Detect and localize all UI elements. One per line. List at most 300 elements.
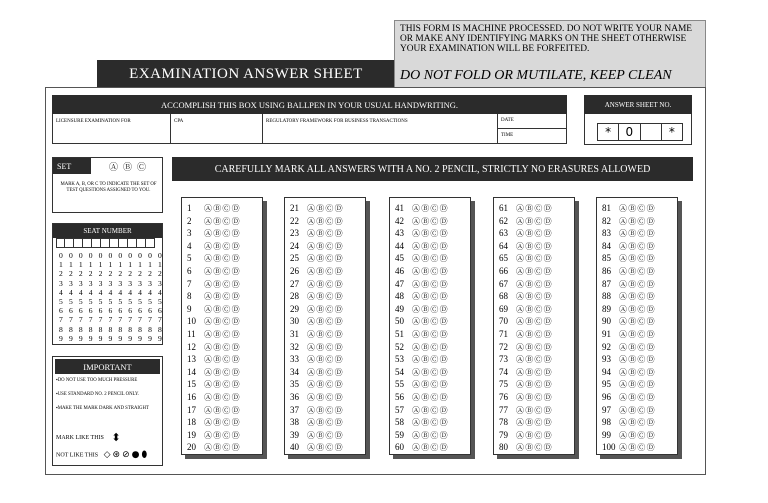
answer-bubbles[interactable]: ⒶⒷⒸⒹ — [619, 267, 656, 276]
seat-digit-bubble[interactable]: 3 — [59, 278, 63, 288]
seat-digit-bubble[interactable]: 7 — [108, 315, 113, 325]
answer-bubbles[interactable]: ⒶⒷⒸⒹ — [516, 241, 553, 251]
answer-bubbles[interactable]: ⒶⒷⒸⒹ — [204, 330, 241, 339]
seat-digit-bubble[interactable]: 1 — [157, 260, 162, 270]
question-number: 78 — [499, 417, 508, 428]
seat-digit-cell[interactable] — [146, 238, 155, 248]
answer-bubbles[interactable]: ⒶⒷⒸⒹ — [412, 430, 449, 440]
answer-bubbles[interactable]: ⒶⒷⒸⒹ — [619, 229, 656, 239]
answer-sheet-no-label: ANSWER SHEET NO. — [584, 95, 692, 114]
seat-digit-bubble[interactable]: 2 — [148, 269, 152, 279]
answer-bubbles[interactable]: ⒶⒷⒸⒹ — [204, 292, 241, 302]
seat-digit-bubble[interactable]: 2 — [118, 269, 123, 279]
seat-digit-bubble[interactable]: 1 — [59, 260, 63, 270]
answer-bubbles[interactable]: ⒶⒷⒸⒹ — [307, 241, 344, 251]
answer-row — [499, 303, 553, 316]
answer-bubbles[interactable]: ⒶⒷⒸⒹ — [516, 342, 553, 352]
question-number: 51 — [395, 329, 404, 339]
answer-bubbles[interactable]: ⒶⒷⒸⒹ — [516, 216, 553, 226]
not-like-this: NOT LIKE THIS ◇⊛⊘●⬮ — [56, 450, 150, 460]
seat-digit-bubble[interactable]: 9 — [88, 333, 93, 343]
answer-bubbles[interactable]: ⒶⒷⒸⒹ — [307, 342, 344, 352]
seat-digit-bubble[interactable]: 8 — [138, 324, 142, 334]
answer-bubbles[interactable]: ⒶⒷⒸⒹ — [412, 330, 449, 339]
question-number: 11 — [187, 329, 196, 339]
answer-row — [187, 202, 241, 215]
question-number: 69 — [499, 303, 508, 314]
seat-digit-bubble[interactable]: 9 — [108, 333, 113, 343]
answer-row — [602, 404, 656, 417]
answer-bubbles[interactable]: ⒶⒷⒸⒹ — [412, 355, 449, 365]
seat-digit-cell[interactable] — [137, 238, 146, 248]
answer-bubbles[interactable]: ⒶⒷⒸⒹ — [307, 355, 344, 365]
answer-bubbles[interactable]: ⒶⒷⒸⒹ — [516, 430, 553, 440]
answer-bubbles[interactable]: ⒶⒷⒸⒹ — [619, 443, 656, 453]
answer-bubbles[interactable]: ⒶⒷⒸⒹ — [619, 355, 656, 365]
question-number: 84 — [602, 240, 611, 251]
seat-digit-bubble[interactable]: 2 — [59, 269, 63, 279]
answer-bubbles[interactable]: ⒶⒷⒸⒹ — [516, 279, 553, 289]
question-number: 55 — [395, 379, 404, 390]
answer-row — [602, 391, 656, 404]
seat-digit-bubble[interactable]: 2 — [78, 269, 83, 279]
seat-digit-bubble[interactable]: 1 — [88, 260, 93, 270]
answer-bubbles[interactable]: ⒶⒷⒸⒹ — [516, 380, 553, 390]
seat-digit-bubble[interactable]: 1 — [108, 260, 113, 270]
seat-digit-bubble[interactable]: 9 — [148, 333, 152, 343]
answer-bubbles[interactable]: ⒶⒷⒸⒹ — [412, 317, 449, 327]
answer-row — [290, 202, 344, 215]
fold-warning: DO NOT FOLD OR MUTILATE, KEEP CLEAN — [400, 68, 672, 83]
seat-digit-bubble[interactable]: 1 — [148, 260, 152, 270]
seat-digit-bubble[interactable]: 9 — [157, 333, 162, 343]
answer-bubbles[interactable]: ⒶⒷⒸⒹ — [307, 204, 344, 213]
answer-bubbles[interactable]: ⒶⒷⒸⒹ — [307, 279, 344, 289]
seat-digit-bubble[interactable]: 8 — [157, 324, 162, 334]
answer-bubbles[interactable]: ⒶⒷⒸⒹ — [516, 267, 553, 276]
seat-digit-cell[interactable] — [56, 238, 65, 248]
answer-bubbles[interactable]: ⒶⒷⒸⒹ — [204, 405, 241, 415]
seat-digit-bubble[interactable]: 2 — [128, 269, 133, 279]
answer-row — [395, 416, 449, 429]
answer-bubbles[interactable]: ⒶⒷⒸⒹ — [204, 418, 241, 428]
answer-bubbles[interactable]: ⒶⒷⒸⒹ — [412, 216, 449, 226]
answer-row — [395, 328, 449, 341]
answer-bubbles[interactable]: ⒶⒷⒸⒹ — [619, 367, 656, 377]
seat-digit-bubble[interactable]: 8 — [68, 324, 73, 334]
seat-digit-bubble[interactable]: 3 — [108, 278, 113, 288]
answer-bubbles[interactable]: ⒶⒷⒸⒹ — [619, 405, 656, 415]
answer-bubbles[interactable]: ⒶⒷⒸⒹ — [204, 241, 241, 251]
answer-bubbles[interactable]: ⒶⒷⒸⒹ — [307, 216, 344, 226]
answer-row — [395, 202, 449, 215]
seat-digit-bubble[interactable]: 7 — [78, 315, 83, 325]
answer-bubbles[interactable]: ⒶⒷⒸⒹ — [516, 292, 553, 302]
answer-column — [596, 197, 678, 455]
question-number: 52 — [395, 341, 404, 352]
seat-digit-bubble[interactable]: 4 — [59, 287, 63, 297]
seat-digit-bubble[interactable]: 1 — [98, 260, 103, 270]
seat-digit-bubble[interactable]: 6 — [118, 306, 123, 316]
question-number: 88 — [602, 291, 611, 302]
answer-row — [290, 341, 344, 354]
seat-digit-bubble[interactable]: 0 — [108, 251, 113, 260]
answer-bubbles[interactable]: ⒶⒷⒸⒹ — [307, 418, 344, 428]
question-number: 82 — [602, 215, 611, 226]
question-number: 22 — [290, 215, 299, 226]
answer-row — [187, 303, 241, 316]
seat-digit-bubble[interactable]: 9 — [138, 333, 142, 343]
seat-digit-bubble[interactable]: 6 — [59, 306, 63, 316]
answer-row — [499, 315, 553, 328]
seat-number-grid[interactable] — [56, 251, 165, 343]
answer-bubbles[interactable]: ⒶⒷⒸⒹ — [619, 279, 656, 289]
seat-digit-bubble[interactable]: 3 — [88, 278, 93, 288]
seat-digit-bubble[interactable]: 4 — [78, 287, 83, 297]
seat-digit-row — [56, 315, 165, 324]
answer-bubbles[interactable]: ⒶⒷⒸⒹ — [619, 418, 656, 428]
question-number: 45 — [395, 253, 404, 264]
seat-digit-bubble[interactable]: 6 — [78, 306, 83, 316]
seat-digit-bubble[interactable]: 4 — [118, 287, 123, 297]
question-number: 80 — [499, 442, 508, 453]
question-number: 10 — [187, 316, 196, 327]
answer-row — [602, 315, 656, 328]
subject-field[interactable]: REGULATORY FRAMEWORK FOR BUSINESS TRANSACTIONS — [263, 114, 498, 143]
answer-bubbles[interactable]: ⒶⒷⒸⒹ — [204, 279, 241, 289]
answer-bubbles[interactable]: ⒶⒷⒸⒹ — [412, 342, 449, 352]
seat-digit-cell[interactable] — [110, 238, 119, 248]
answer-row — [499, 290, 553, 303]
answer-row — [499, 202, 553, 215]
answer-row — [187, 441, 241, 454]
answer-bubbles[interactable]: ⒶⒷⒸⒹ — [204, 229, 241, 239]
seat-digit-bubble[interactable]: 5 — [128, 297, 133, 307]
answer-bubbles[interactable]: ⒶⒷⒸⒹ — [412, 418, 449, 428]
seat-digit-bubble[interactable]: 5 — [118, 297, 123, 307]
question-number: 58 — [395, 417, 404, 428]
seat-digit-bubble[interactable]: 5 — [88, 297, 93, 307]
answer-bubbles[interactable]: ⒶⒷⒸⒹ — [204, 216, 241, 226]
answer-bubbles[interactable]: ⒶⒷⒸⒹ — [619, 292, 656, 302]
seat-digit-bubble[interactable]: 0 — [68, 251, 73, 260]
seat-digit-bubble[interactable]: 6 — [157, 306, 162, 316]
seat-digit-bubble[interactable]: 5 — [98, 297, 103, 307]
seat-digit-bubble[interactable]: 0 — [59, 251, 63, 260]
answer-row — [290, 290, 344, 303]
seat-digit-bubble[interactable]: 5 — [157, 297, 162, 307]
answer-bubbles[interactable]: ⒶⒷⒸⒹ — [412, 241, 449, 251]
answer-bubbles[interactable]: ⒶⒷⒸⒹ — [307, 317, 344, 327]
seat-digit-cell[interactable] — [101, 238, 110, 248]
seat-digit-bubble[interactable]: 7 — [98, 315, 103, 325]
seat-digit-bubble[interactable]: 4 — [128, 287, 133, 297]
answer-bubbles[interactable]: ⒶⒷⒸⒹ — [307, 330, 344, 339]
seat-digit-bubble[interactable]: 5 — [138, 297, 142, 307]
answer-bubbles[interactable]: ⒶⒷⒸⒹ — [412, 380, 449, 390]
answer-bubbles[interactable]: ⒶⒷⒸⒹ — [412, 267, 449, 276]
answer-bubbles[interactable]: ⒶⒷⒸⒹ — [307, 380, 344, 390]
answer-bubbles[interactable]: ⒶⒷⒸⒹ — [619, 330, 656, 339]
seat-digit-bubble[interactable]: 2 — [108, 269, 113, 279]
answer-bubbles[interactable]: ⒶⒷⒸⒹ — [412, 443, 449, 453]
answer-bubbles[interactable]: ⒶⒷⒸⒹ — [619, 393, 656, 402]
seat-digit-cell[interactable] — [83, 238, 92, 248]
answer-row — [187, 240, 241, 253]
seat-digit-cell[interactable] — [128, 238, 137, 248]
seat-digit-cell[interactable] — [92, 238, 101, 248]
seat-digit-row — [56, 334, 165, 343]
seat-digit-bubble[interactable]: 5 — [59, 297, 63, 307]
seat-digit-bubble[interactable]: 9 — [78, 333, 83, 343]
answer-bubbles[interactable]: ⒶⒷⒸⒹ — [619, 241, 656, 251]
answer-bubbles[interactable]: ⒶⒷⒸⒹ — [412, 367, 449, 377]
seat-digit-bubble[interactable]: 4 — [88, 287, 93, 297]
seat-digit-bubble[interactable]: 8 — [118, 324, 123, 334]
seat-digit-bubble[interactable]: 2 — [88, 269, 93, 279]
seat-digit-bubble[interactable]: 4 — [157, 287, 162, 297]
seat-digit-bubble[interactable]: 4 — [98, 287, 103, 297]
question-number: 66 — [499, 266, 508, 276]
seat-digit-bubble[interactable]: 8 — [88, 324, 93, 334]
answer-bubbles[interactable]: ⒶⒷⒸⒹ — [204, 367, 241, 377]
answer-bubbles[interactable]: ⒶⒷⒸⒹ — [516, 418, 553, 428]
question-number: 27 — [290, 278, 299, 289]
answer-bubbles[interactable]: ⒶⒷⒸⒹ — [516, 367, 553, 377]
answer-bubbles[interactable]: ⒶⒷⒸⒹ — [516, 355, 553, 365]
answer-bubbles[interactable]: ⒶⒷⒸⒹ — [412, 405, 449, 415]
seat-digit-bubble[interactable]: 9 — [59, 333, 63, 343]
question-number: 13 — [187, 354, 196, 365]
seat-digit-bubble[interactable]: 6 — [98, 306, 103, 316]
seat-digit-cell[interactable] — [65, 238, 74, 248]
seat-digit-bubble[interactable]: 8 — [78, 324, 83, 334]
seat-digit-bubble[interactable]: 1 — [138, 260, 142, 270]
seat-digit-bubble[interactable]: 9 — [118, 333, 123, 343]
seat-digit-bubble[interactable]: 3 — [68, 278, 73, 288]
seat-digit-bubble[interactable]: 3 — [128, 278, 133, 288]
answer-bubbles[interactable]: ⒶⒷⒸⒹ — [204, 204, 241, 213]
seat-digit-cell[interactable] — [74, 238, 83, 248]
answer-row — [499, 404, 553, 417]
exam-value[interactable]: CPA — [171, 114, 263, 143]
answer-bubbles[interactable]: ⒶⒷⒸⒹ — [412, 279, 449, 289]
answer-bubbles[interactable]: ⒶⒷⒸⒹ — [516, 229, 553, 239]
seat-digit-row — [56, 251, 165, 260]
answer-bubbles[interactable]: ⒶⒷⒸⒹ — [307, 393, 344, 402]
answer-bubbles[interactable]: ⒶⒷⒸⒹ — [307, 304, 344, 314]
answer-bubbles[interactable]: ⒶⒷⒸⒹ — [412, 304, 449, 314]
answer-bubbles[interactable]: ⒶⒷⒸⒹ — [412, 393, 449, 402]
answer-bubbles[interactable]: ⒶⒷⒸⒹ — [619, 216, 656, 226]
seat-digit-bubble[interactable]: 2 — [98, 269, 103, 279]
set-bubbles[interactable]: ⒶⒷⒸ — [109, 163, 152, 173]
question-number: 91 — [602, 329, 611, 339]
seat-digit-bubble[interactable]: 6 — [148, 306, 152, 316]
date-field[interactable]: DATE — [498, 114, 567, 129]
seat-digit-bubble[interactable]: 7 — [59, 315, 63, 325]
question-number: 60 — [395, 442, 404, 453]
seat-digit-bubble[interactable]: 5 — [148, 297, 152, 307]
seat-number-cells[interactable] — [56, 238, 155, 248]
seat-digit-bubble[interactable]: 0 — [118, 251, 123, 260]
answer-bubbles[interactable]: ⒶⒷⒸⒹ — [619, 204, 656, 213]
answer-bubbles[interactable]: ⒶⒷⒸⒹ — [516, 304, 553, 314]
seat-digit-bubble[interactable]: 0 — [138, 251, 142, 260]
seat-digit-bubble[interactable]: 6 — [138, 306, 142, 316]
seat-digit-bubble[interactable]: 4 — [108, 287, 113, 297]
answer-bubbles[interactable]: ⒶⒷⒸⒹ — [619, 254, 656, 264]
answer-bubbles[interactable]: ⒶⒷⒸⒹ — [307, 267, 344, 276]
answer-bubbles[interactable]: ⒶⒷⒸⒹ — [204, 443, 241, 453]
seat-digit-cell[interactable] — [119, 238, 128, 248]
seat-digit-bubble[interactable]: 2 — [68, 269, 73, 279]
answer-bubbles[interactable]: ⒶⒷⒸⒹ — [412, 254, 449, 264]
seat-digit-bubble[interactable]: 3 — [157, 278, 162, 288]
answer-bubbles[interactable]: ⒶⒷⒸⒹ — [516, 317, 553, 327]
seat-digit-bubble[interactable]: 7 — [68, 315, 73, 325]
seat-digit-bubble[interactable]: 3 — [138, 278, 142, 288]
seat-digit-bubble[interactable]: 9 — [68, 333, 73, 343]
answer-bubbles[interactable]: ⒶⒷⒸⒹ — [204, 342, 241, 352]
answer-row — [187, 227, 241, 240]
seat-digit-bubble[interactable]: 8 — [59, 324, 63, 334]
answer-row — [602, 265, 656, 278]
answer-column — [181, 197, 263, 455]
seat-digit-bubble[interactable]: 0 — [128, 251, 133, 260]
answer-bubbles[interactable]: ⒶⒷⒸⒹ — [412, 204, 449, 213]
answer-bubbles[interactable]: ⒶⒷⒸⒹ — [307, 229, 344, 239]
seat-digit-bubble[interactable]: 2 — [138, 269, 142, 279]
seat-digit-bubble[interactable]: 5 — [108, 297, 113, 307]
seat-digit-bubble[interactable]: 1 — [118, 260, 123, 270]
seat-digit-bubble[interactable]: 3 — [78, 278, 83, 288]
seat-digit-bubble[interactable]: 6 — [68, 306, 73, 316]
answer-row — [602, 429, 656, 442]
seat-digit-bubble[interactable]: 0 — [78, 251, 83, 260]
seat-digit-bubble[interactable]: 9 — [98, 333, 103, 343]
answer-bubbles[interactable]: ⒶⒷⒸⒹ — [204, 317, 241, 327]
asn-cell: * — [668, 125, 675, 139]
answer-bubbles[interactable]: ⒶⒷⒸⒹ — [516, 443, 553, 453]
answer-bubbles[interactable]: ⒶⒷⒸⒹ — [619, 430, 656, 440]
seat-digit-bubble[interactable]: 1 — [78, 260, 83, 270]
seat-digit-bubble[interactable]: 0 — [98, 251, 103, 260]
seat-digit-bubble[interactable]: 6 — [108, 306, 113, 316]
answer-bubbles[interactable]: ⒶⒷⒸⒹ — [619, 342, 656, 352]
answer-row — [187, 378, 241, 391]
answer-row — [602, 341, 656, 354]
question-number: 23 — [290, 228, 299, 239]
answer-bubbles[interactable]: ⒶⒷⒸⒹ — [307, 405, 344, 415]
answer-bubbles[interactable]: ⒶⒷⒸⒹ — [516, 393, 553, 402]
seat-digit-bubble[interactable]: 0 — [157, 251, 162, 260]
question-number: 57 — [395, 404, 404, 415]
seat-digit-bubble[interactable]: 8 — [148, 324, 152, 334]
seat-digit-bubble[interactable]: 1 — [128, 260, 133, 270]
time-field[interactable]: TIME — [501, 133, 514, 138]
seat-digit-bubble[interactable]: 6 — [128, 306, 133, 316]
seat-digit-bubble[interactable]: 0 — [88, 251, 93, 260]
seat-digit-bubble[interactable]: 5 — [78, 297, 83, 307]
seat-digit-bubble[interactable]: 4 — [68, 287, 73, 297]
seat-digit-bubble[interactable]: 9 — [128, 333, 133, 343]
seat-digit-bubble[interactable]: 3 — [98, 278, 103, 288]
seat-digit-bubble[interactable]: 7 — [128, 315, 133, 325]
answer-bubbles[interactable]: ⒶⒷⒸⒹ — [204, 304, 241, 314]
answer-bubbles[interactable]: ⒶⒷⒸⒹ — [204, 430, 241, 440]
answer-bubbles[interactable]: ⒶⒷⒸⒹ — [619, 317, 656, 327]
seat-digit-bubble[interactable]: 4 — [148, 287, 152, 297]
seat-digit-bubble[interactable]: 7 — [157, 315, 162, 325]
question-number: 95 — [602, 379, 611, 390]
answer-bubbles[interactable]: ⒶⒷⒸⒹ — [204, 393, 241, 402]
answer-row — [602, 290, 656, 303]
question-number: 5 — [187, 253, 192, 264]
seat-digit-bubble[interactable]: 7 — [118, 315, 123, 325]
seat-digit-bubble[interactable]: 7 — [138, 315, 142, 325]
seat-digit-bubble[interactable]: 6 — [88, 306, 93, 316]
question-number: 42 — [395, 215, 404, 226]
answer-bubbles[interactable]: ⒶⒷⒸⒹ — [307, 367, 344, 377]
seat-digit-bubble[interactable]: 8 — [128, 324, 133, 334]
answer-bubbles[interactable]: ⒶⒷⒸⒹ — [204, 267, 241, 276]
answer-row — [395, 252, 449, 265]
seat-digit-bubble[interactable]: 3 — [148, 278, 152, 288]
seat-digit-bubble[interactable]: 4 — [138, 287, 142, 297]
answer-bubbles[interactable]: ⒶⒷⒸⒹ — [204, 254, 241, 264]
answer-row — [499, 252, 553, 265]
question-number: 54 — [395, 366, 404, 377]
seat-digit-bubble[interactable]: 5 — [68, 297, 73, 307]
seat-digit-bubble[interactable]: 8 — [108, 324, 113, 334]
answer-bubbles[interactable]: ⒶⒷⒸⒹ — [516, 405, 553, 415]
question-number: 76 — [499, 392, 508, 402]
seat-digit-bubble[interactable]: 3 — [118, 278, 123, 288]
answer-bubbles[interactable]: ⒶⒷⒸⒹ — [307, 254, 344, 264]
seat-digit-bubble[interactable]: 1 — [68, 260, 73, 270]
answer-bubbles[interactable]: ⒶⒷⒸⒹ — [307, 430, 344, 440]
question-number: 86 — [602, 266, 611, 276]
seat-digit-bubble[interactable]: 7 — [148, 315, 152, 325]
answer-bubbles[interactable]: ⒶⒷⒸⒹ — [204, 355, 241, 365]
answer-row — [602, 252, 656, 265]
asn-cell[interactable] — [641, 124, 662, 140]
answer-bubbles[interactable]: ⒶⒷⒸⒹ — [516, 204, 553, 213]
seat-digit-bubble[interactable]: 8 — [98, 324, 103, 334]
seat-digit-bubble[interactable]: 7 — [88, 315, 93, 325]
seat-digit-bubble[interactable]: 2 — [157, 269, 162, 279]
answer-bubbles[interactable]: ⒶⒷⒸⒹ — [412, 229, 449, 239]
question-number: 70 — [499, 316, 508, 327]
answer-bubbles[interactable]: ⒶⒷⒸⒹ — [204, 380, 241, 390]
seat-digit-bubble[interactable]: 0 — [148, 251, 152, 260]
answer-row — [395, 265, 449, 278]
answer-bubbles[interactable]: ⒶⒷⒸⒹ — [412, 292, 449, 302]
answer-row — [395, 215, 449, 228]
question-number: 90 — [602, 316, 611, 327]
notice-text: THIS FORM IS MACHINE PROCESSED. DO NOT WRITE YOUR NAME OR MAKE ANY IDENTIFYING MARKS ON THE SHEET OTHERWISE YOUR EXAMINATION WILL BE FORFEITED. — [400, 24, 693, 54]
answer-row — [499, 227, 553, 240]
answer-bubbles[interactable]: ⒶⒷⒸⒹ — [619, 304, 656, 314]
answer-bubbles[interactable]: ⒶⒷⒸⒹ — [516, 254, 553, 264]
question-number: 77 — [499, 404, 508, 415]
answer-bubbles[interactable]: ⒶⒷⒸⒹ — [516, 330, 553, 339]
answer-bubbles[interactable]: ⒶⒷⒸⒹ — [307, 443, 344, 453]
answer-bubbles[interactable]: ⒶⒷⒸⒹ — [619, 380, 656, 390]
pencil-instruction-bar: CAREFULLY MARK ALL ANSWERS WITH A NO. 2 PENCIL, STRICTLY NO ERASURES ALLOWED — [172, 157, 693, 181]
answer-bubbles[interactable]: ⒶⒷⒸⒹ — [307, 292, 344, 302]
